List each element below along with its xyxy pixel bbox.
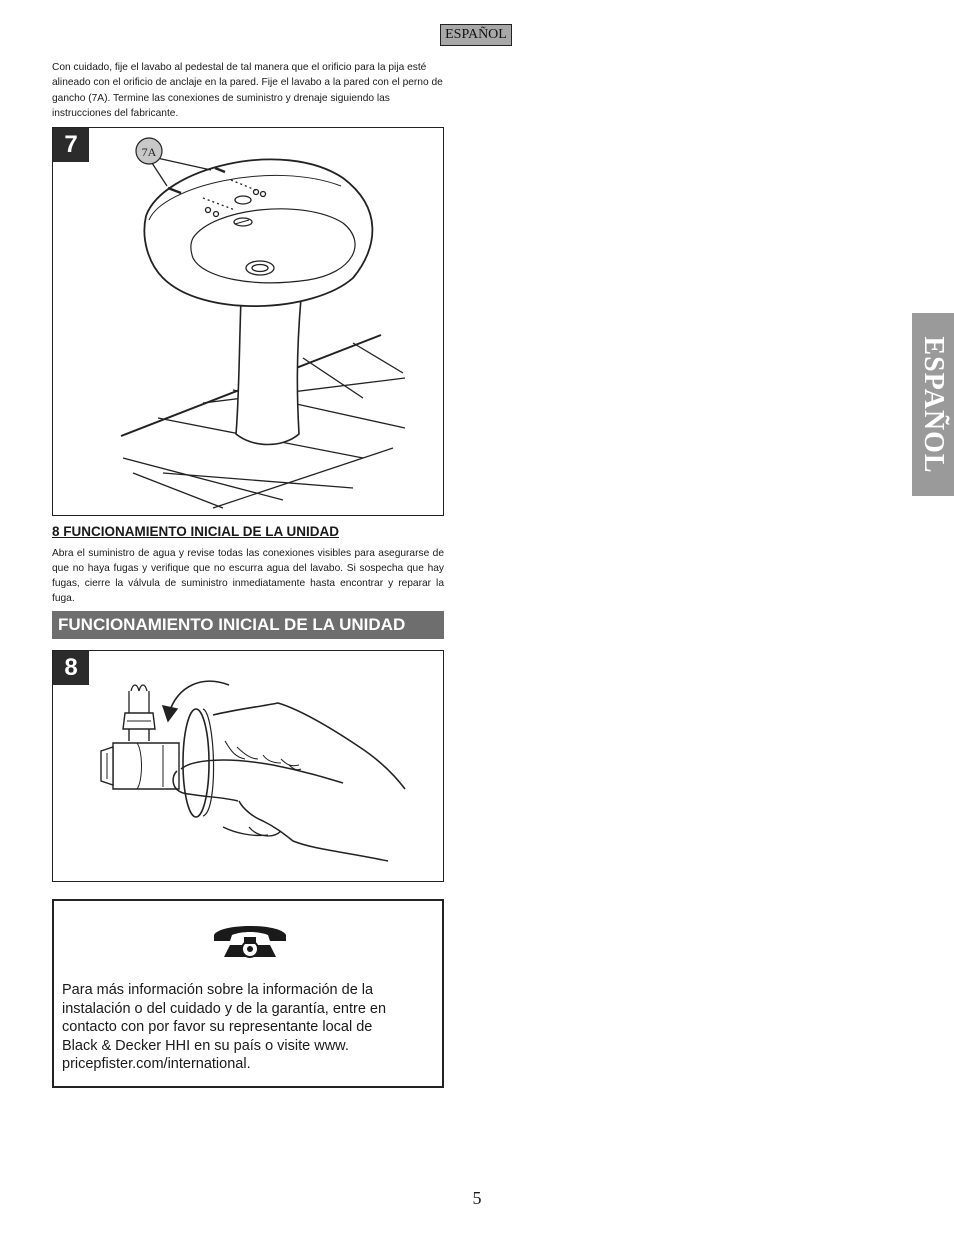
valve-turning-illustration (53, 651, 442, 880)
telephone-icon (210, 919, 290, 959)
step-8-heading: 8 FUNCIONAMIENTO INICIAL DE LA UNIDAD (52, 524, 340, 539)
figure-7 (52, 127, 444, 516)
figure-number-7: 7 (53, 128, 89, 162)
figure-8 (52, 650, 444, 882)
contact-info-box (52, 899, 444, 1088)
contact-info-text: Para más información sobre la información de la instalación o del cuidado y de la garantía, entre en contacto con por favor su representante local de Black & Decker HHI en su país o visite www. pricepfister.com/international. (62, 982, 387, 1072)
intro-paragraph: Con cuidado, fije el lavabo al pedestal de tal manera que el orificio para la pija esté alineado con el orificio de anclaje en la pared. Fije el lavabo a la pared con el perno de gancho (7A). Termine las conexiones de suministro y drenaje siguiendo las instrucciones del fabricante. (52, 62, 443, 119)
page-number: 5 (472, 1188, 482, 1208)
section-title: FUNCIONAMIENTO INICIAL DE LA UNIDAD (58, 615, 406, 634)
language-side-tab (912, 313, 954, 496)
figure-number-8: 8 (53, 651, 89, 685)
step-8-body: Abra el suministro de agua y revise todas las conexiones visibles para asegurarse de que no haya fugas y verifique que no escurra agua del lavabo. Si sospecha que hay fugas, cierre la válvula de suministro inmediatamente hasta encontrar y reparar la fuga. (52, 548, 444, 604)
language-tag: ESPAÑOL (440, 24, 512, 46)
pedestal-sink-illustration (53, 128, 442, 514)
side-tab-label: ESPAÑOL (918, 335, 949, 474)
callout-7a: 7A (141, 145, 157, 159)
section-title-bar (52, 611, 444, 639)
